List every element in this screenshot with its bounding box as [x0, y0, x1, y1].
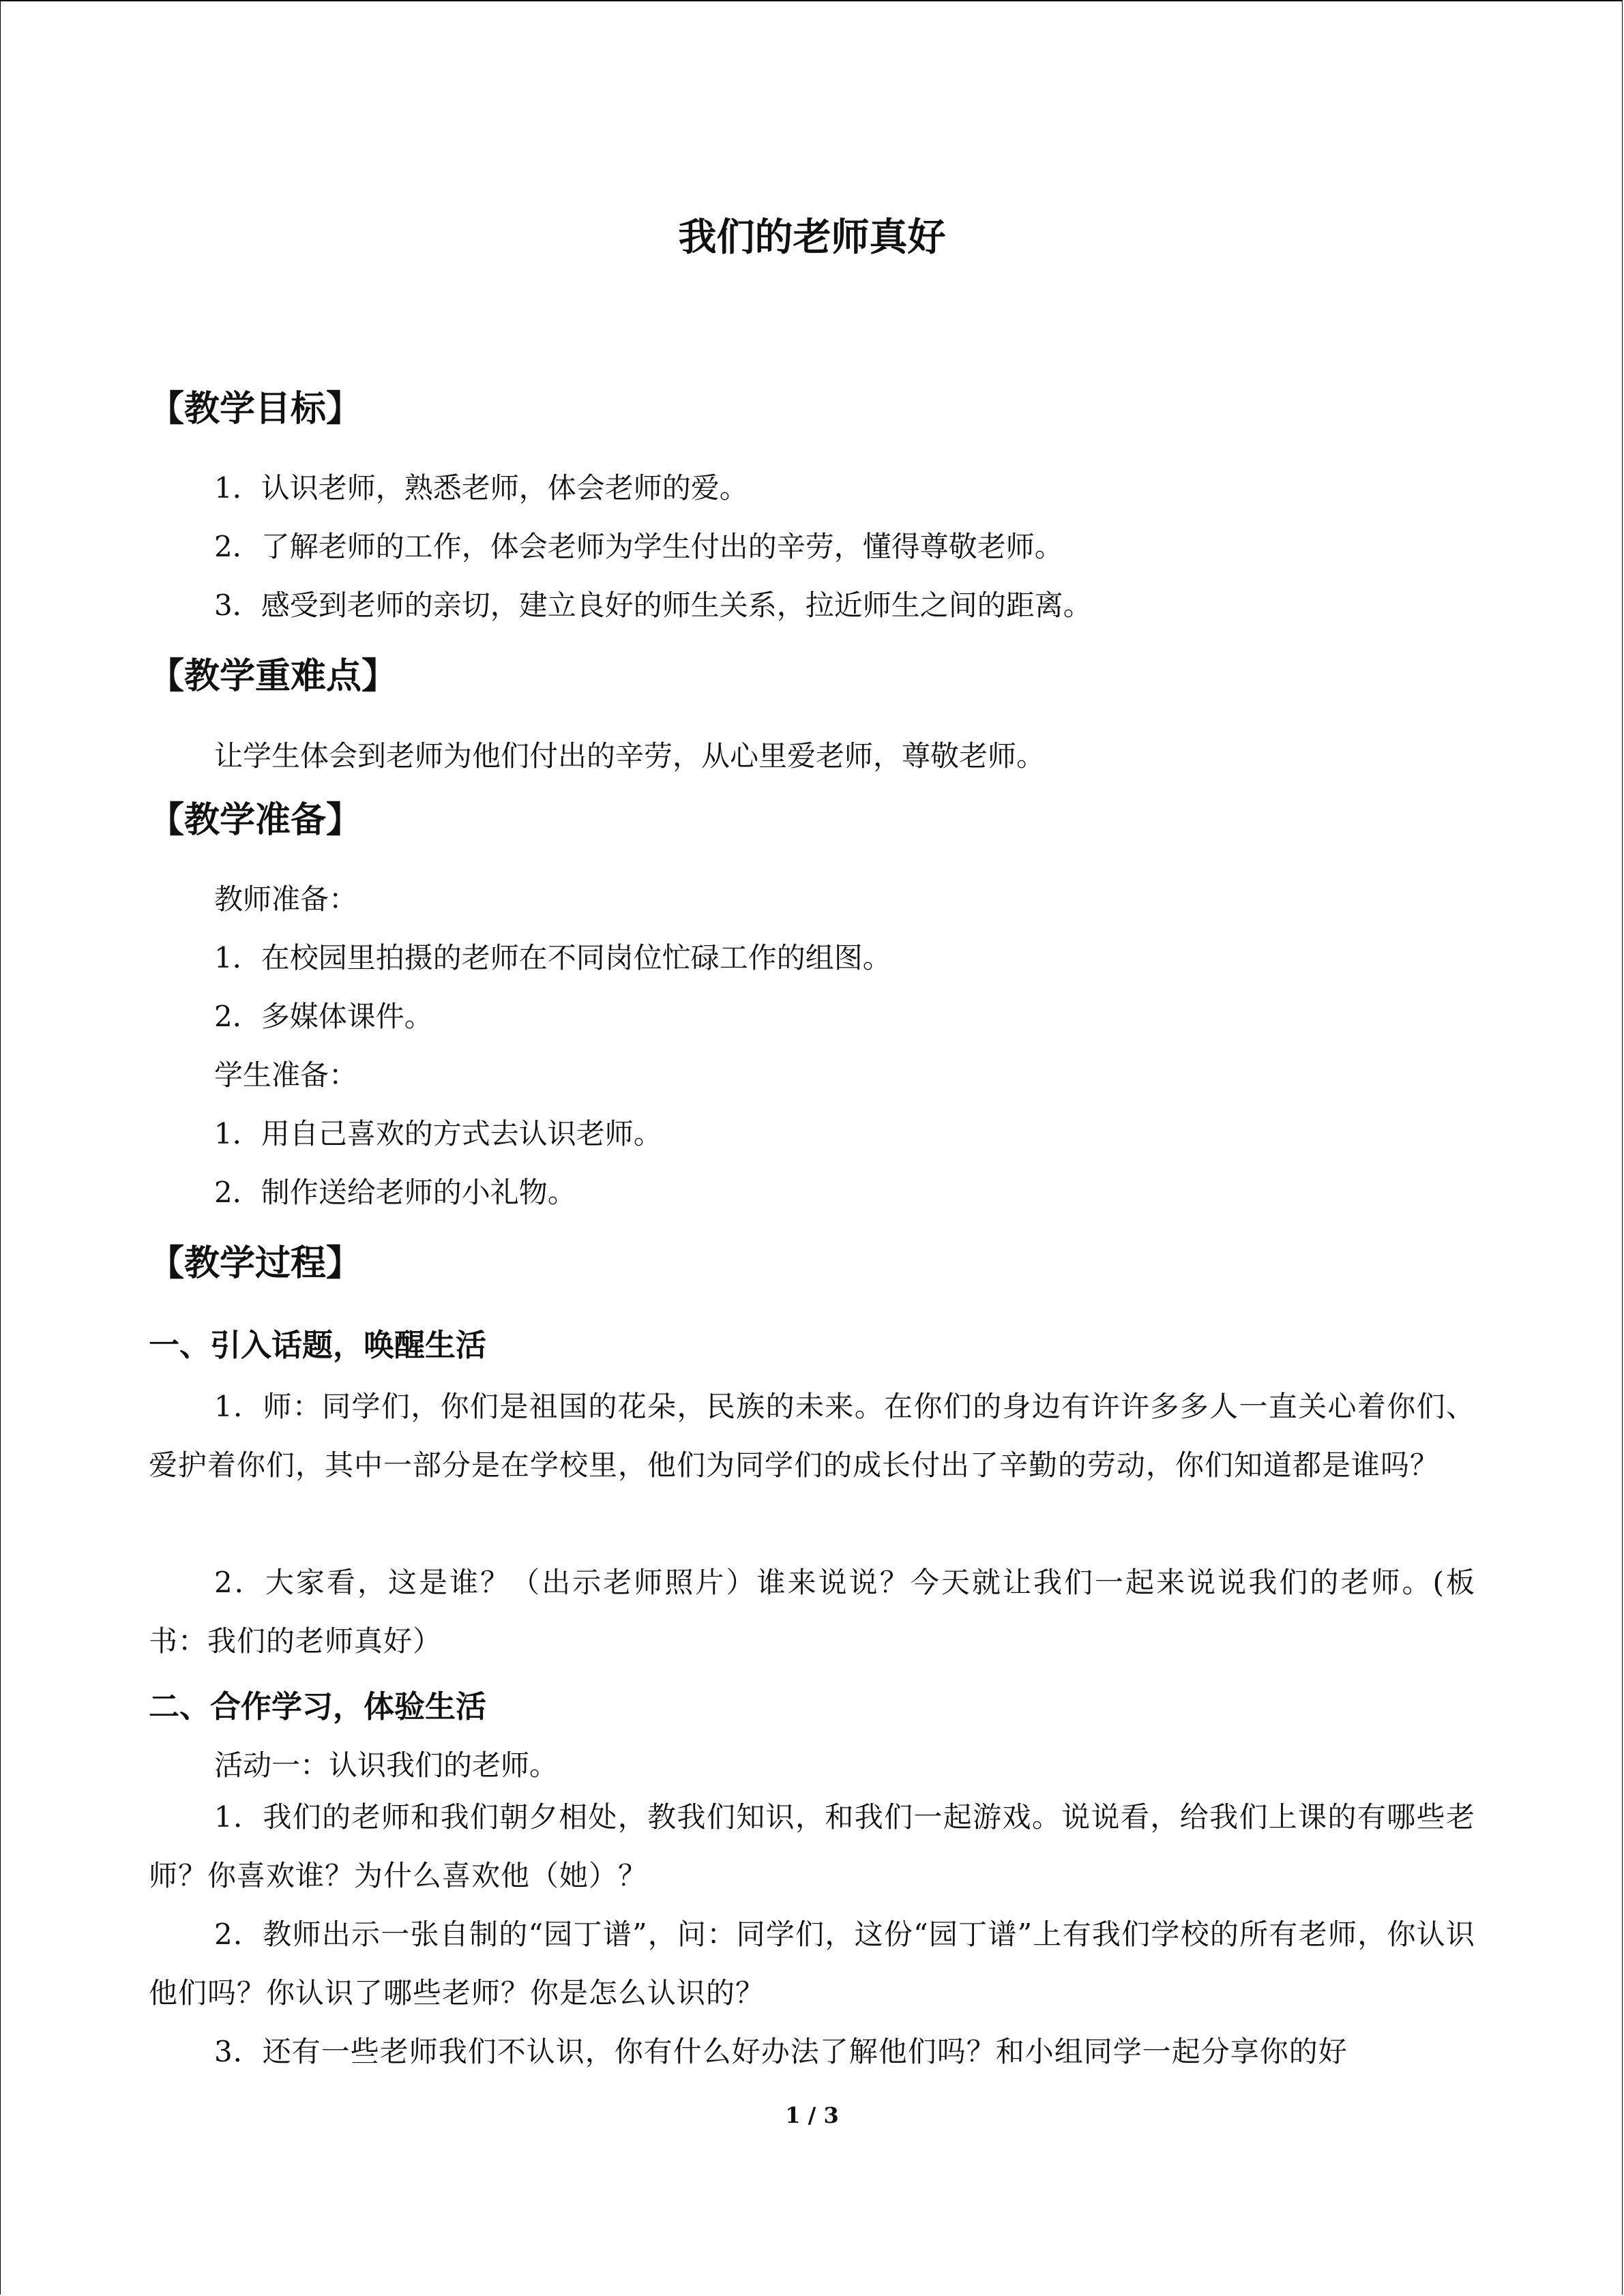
teacher-preparation-item-2: 2．多媒体课件。 — [214, 1000, 433, 1033]
key-points-heading: 【教学重难点】 — [149, 655, 398, 697]
process-part2-paragraph-3: 3．还有一些老师我们不认识，你有什么好办法了解他们吗？和小组同学一起分享你的好 — [214, 2035, 1348, 2068]
activity-one-label: 活动一：认识我们的老师。 — [214, 1748, 559, 1782]
student-preparation-item-1: 1．用自己喜欢的方式去认识老师。 — [214, 1117, 662, 1150]
objective-item-1: 1．认识老师，熟悉老师，体会老师的爱。 — [214, 471, 748, 505]
objectives-heading: 【教学目标】 — [149, 388, 362, 430]
objective-item-2: 2．了解老师的工作，体会老师为学生付出的辛劳，懂得尊敬老师。 — [214, 530, 1063, 563]
objective-item-3: 3．感受到老师的亲切，建立良好的师生关系，拉近师生之间的距离。 — [214, 588, 1092, 622]
process-part1-paragraph-1: 1．师：同学们，你们是祖国的花朵，民族的未来。在你们的身边有许许多多人一直关心着你们、爱护着你们，其中一部分是在学校里，他们为同学们的成长付出了辛勤的劳动，你们知道都是谁吗？ — [149, 1390, 1475, 1482]
document-title: 我们的老师真好 — [678, 215, 946, 260]
process-part2-heading: 二、合作学习，体验生活 — [149, 1688, 487, 1725]
student-preparation-label: 学生准备： — [214, 1058, 358, 1092]
process-part2-paragraph-1: 1．我们的老师和我们朝夕相处，教我们知识，和我们一起游戏。说说看，给我们上课的有哪些老师？你喜欢谁？为什么喜欢他（她）？ — [149, 1800, 1475, 1892]
process-part1-heading: 一、引入话题，唤醒生活 — [149, 1327, 487, 1363]
process-part2-paragraph-2: 2．教师出示一张自制的“园丁谱”，问：同学们，这份“园丁谱”上有我们学校的所有老师，你认识他们吗？你认识了哪些老师？你是怎么认识的？ — [149, 1918, 1475, 2010]
key-points-text: 让学生体会到老师为他们付出的辛劳，从心里爱老师，尊敬老师。 — [214, 739, 1046, 773]
student-preparation-item-2: 2．制作送给老师的小礼物。 — [214, 1176, 576, 1209]
teacher-preparation-label: 教师准备： — [214, 882, 358, 916]
preparation-heading: 【教学准备】 — [149, 799, 362, 841]
process-part1-paragraph-2: 2．大家看，这是谁？（出示老师照片）谁来说说？今天就让我们一起来说说我们的老师。(板书：我们的老师真好） — [149, 1566, 1475, 1658]
page-number: 1 / 3 — [785, 2102, 839, 2128]
teacher-preparation-item-1: 1．在校园里拍摄的老师在不同岗位忙碌工作的组图。 — [214, 941, 891, 974]
process-heading: 【教学过程】 — [149, 1242, 362, 1284]
